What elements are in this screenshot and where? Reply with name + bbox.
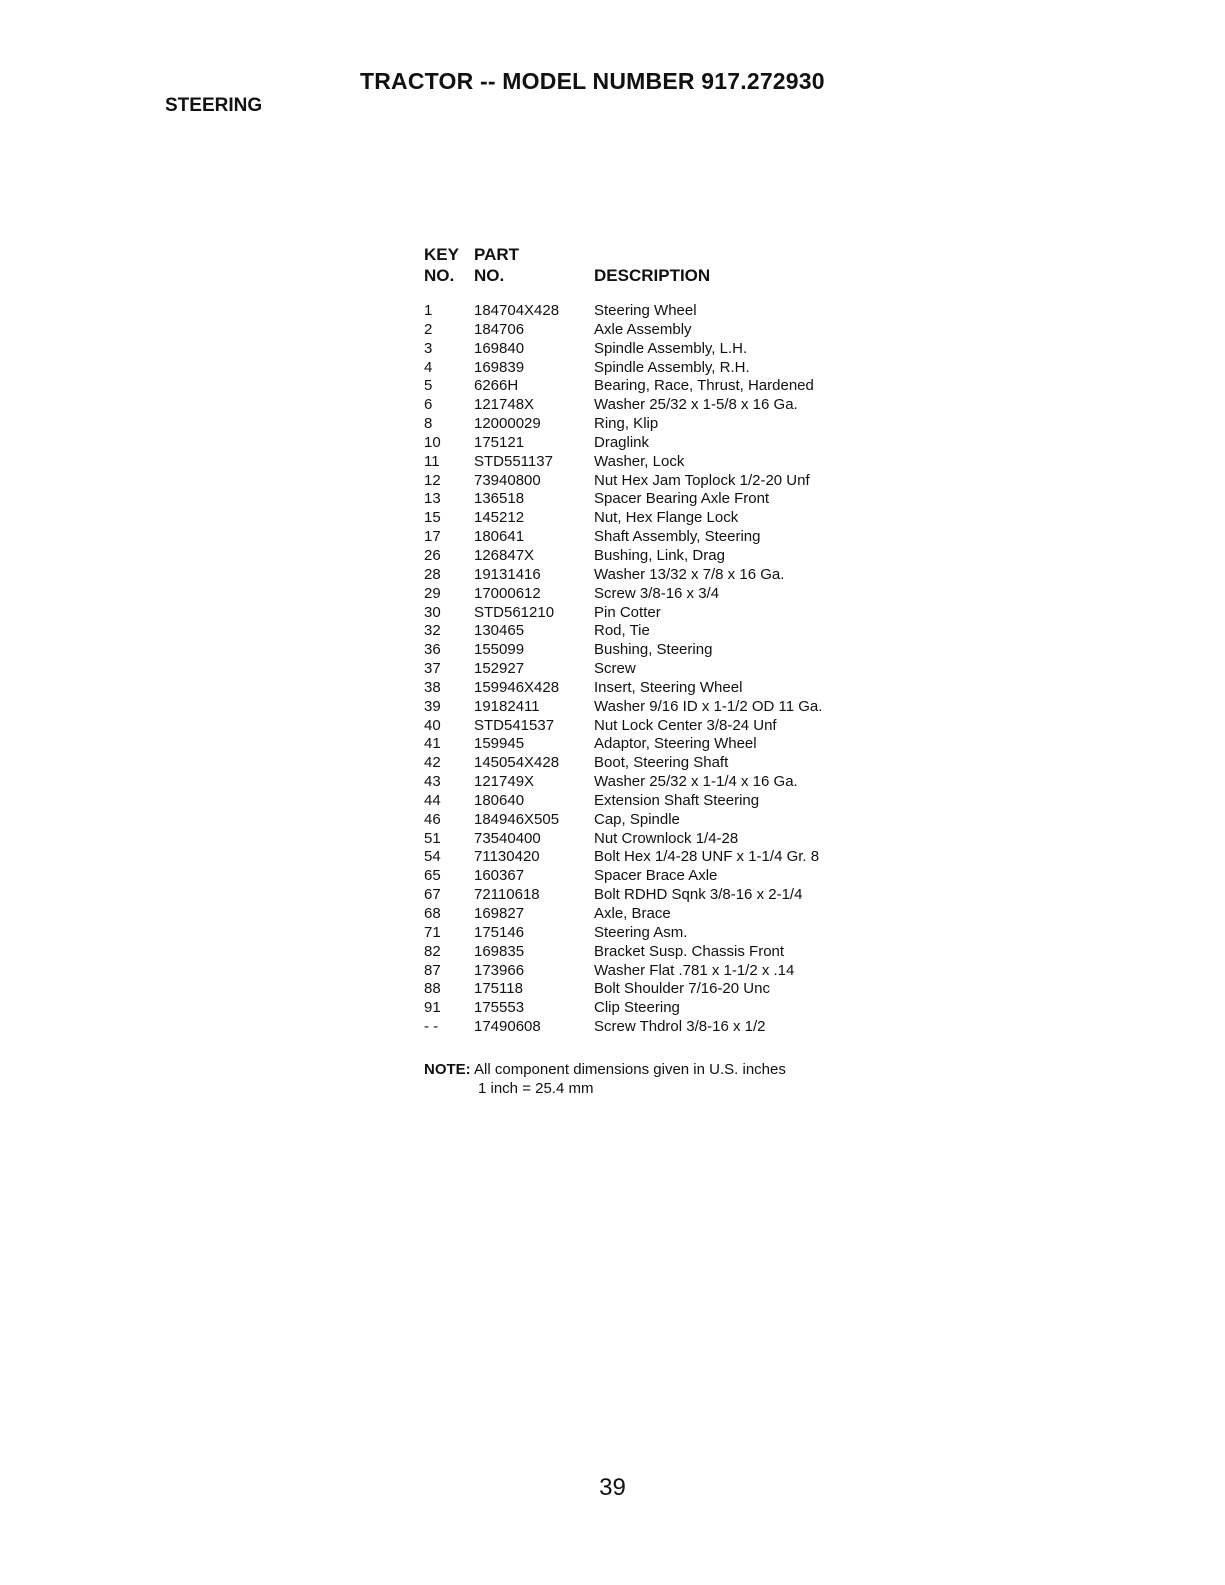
parts-row [424,509,884,528]
part-description: Screw [594,660,636,678]
part-number: 121749X [474,773,535,791]
key-number: 43 [424,773,441,791]
part-description: Steering Asm. [594,923,688,941]
parts-row [424,528,884,547]
note-label: NOTE: [424,1061,471,1078]
part-number: 155099 [474,641,525,659]
header-key-line1: KEY [424,245,459,264]
part-number: 175121 [474,433,525,451]
parts-row [424,867,884,886]
part-number: 145054X428 [474,754,560,772]
part-number: 136518 [474,490,525,508]
parts-row [424,717,884,736]
part-description: Washer 9/16 ID x 1-1/2 OD 11 Ga. [594,697,823,715]
part-description: Washer, Lock [594,452,685,470]
header-part-line1: PART [474,245,520,264]
key-number: 38 [424,678,441,696]
part-number: 12000029 [474,415,541,433]
part-description: Spacer Bearing Axle Front [594,490,770,508]
key-number: 91 [424,999,441,1017]
part-number: 145212 [474,509,525,527]
parts-row [424,980,884,999]
part-description: Bearing, Race, Thrust, Hardened [594,377,814,395]
part-number: 73540400 [474,829,541,847]
parts-row [424,434,884,453]
part-number: 173966 [474,961,525,979]
part-description: Axle, Brace [594,905,671,922]
parts-row [424,943,884,962]
part-description: Ring, Klip [594,415,659,433]
parts-row [424,547,884,566]
key-number: 54 [424,848,441,866]
section-title: STEERING [165,95,263,116]
parts-row [424,735,884,754]
part-description: Bracket Susp. Chassis Front [594,942,785,960]
part-description: Spacer Brace Axle [594,867,718,885]
part-number: 169827 [474,905,525,922]
part-number: 175553 [474,999,525,1017]
part-description: Washer 25/32 x 1-1/4 x 16 Ga. [594,773,798,791]
parts-row [424,679,884,698]
parts-row [424,905,884,924]
key-number: 67 [424,886,441,904]
part-description: Draglink [594,433,650,451]
parts-row [424,340,884,359]
part-number: 169840 [474,339,525,357]
parts-row [424,773,884,792]
part-number: 130465 [474,622,525,640]
part-description: Nut Crownlock 1/4-28 [594,829,739,847]
part-number: 6266H [474,377,519,395]
key-number: 2 [424,320,433,338]
part-description: Screw Thdrol 3/8-16 x 1/2 [594,1018,766,1036]
parts-row [424,585,884,604]
part-number: STD541537 [474,716,555,734]
part-description: Insert, Steering Wheel [594,678,743,696]
key-number: 15 [424,509,441,527]
parts-row [424,490,884,509]
part-description: Nut Hex Jam Toplock 1/2-20 Unf [594,471,810,489]
part-description: Pin Cotter [594,603,661,621]
parts-row [424,566,884,585]
part-number: 121748X [474,396,535,414]
parts-row [424,848,884,867]
part-number: 184706 [474,320,525,338]
key-number: 12 [424,471,441,489]
page-number: 39 [599,1474,626,1501]
key-number: 1 [424,302,433,319]
parts-row [424,811,884,830]
note-text: All component dimensions given in U.S. inches [474,1061,786,1078]
part-number: 159945 [474,735,525,753]
part-description: Axle Assembly [594,320,692,338]
part-number: 17490608 [474,1018,541,1036]
parts-row [424,472,884,491]
part-description: Cap, Spindle [594,810,680,828]
part-description: Nut Lock Center 3/8-24 Unf [594,716,777,734]
key-number: 28 [424,565,441,583]
part-description: Rod, Tie [594,622,650,640]
key-number: 82 [424,942,441,960]
key-number: 6 [424,396,433,414]
key-number: 26 [424,546,441,564]
part-description: Screw 3/8-16 x 3/4 [594,584,720,602]
part-description: Bushing, Link, Drag [594,546,725,564]
header-key-line2: NO. [424,266,455,285]
part-number: 184946X505 [474,810,560,828]
header-part-line2: NO. [474,266,505,285]
note-conversion: 1 inch = 25.4 mm [478,1080,594,1097]
part-description: Spindle Assembly, L.H. [594,339,748,357]
part-number: 175146 [474,923,525,941]
key-number: 51 [424,829,441,847]
key-number: 37 [424,660,441,678]
part-number: 160367 [474,867,525,885]
part-description: Bolt Hex 1/4-28 UNF x 1-1/4 Gr. 8 [594,848,820,866]
key-number: 40 [424,716,441,734]
parts-row [424,924,884,943]
parts-row [424,830,884,849]
parts-row [424,660,884,679]
header-description: DESCRIPTION [594,266,711,285]
parts-list [424,302,884,1037]
parts-row [424,321,884,340]
part-number: 180641 [474,528,525,546]
parts-row [424,999,884,1018]
part-description: Spindle Assembly, R.H. [594,358,750,376]
key-number: 8 [424,415,433,433]
key-number: 42 [424,754,441,772]
key-number: 32 [424,622,441,640]
part-description: Washer Flat .781 x 1-1/2 x .14 [594,961,795,979]
key-number: 29 [424,584,441,602]
part-number: 169835 [474,942,525,960]
parts-row [424,698,884,717]
part-number: 180640 [474,791,525,809]
parts-row [424,962,884,981]
part-number: STD561210 [474,603,555,621]
key-number: 36 [424,641,441,659]
part-number: STD551137 [474,452,553,470]
parts-row [424,415,884,434]
part-description: Steering Wheel [594,302,697,319]
key-number: 5 [424,377,433,395]
key-number: - - [424,1018,439,1036]
part-number: 72110618 [474,886,540,904]
part-number: 71130420 [474,848,540,866]
parts-row [424,302,884,321]
part-number: 152927 [474,660,525,678]
key-number: 30 [424,603,441,621]
part-description: Extension Shaft Steering [594,791,760,809]
key-number: 65 [424,867,441,885]
part-description: Bolt Shoulder 7/16-20 Unc [594,980,770,998]
parts-row [424,792,884,811]
part-description: Shaft Assembly, Steering [594,528,761,546]
key-number: 17 [424,528,441,546]
key-number: 88 [424,980,441,998]
key-number: 10 [424,433,441,451]
key-number: 87 [424,961,441,979]
key-number: 11 [424,452,440,470]
key-number: 39 [424,697,441,715]
part-number: 19131416 [474,565,541,583]
parts-row [424,754,884,773]
part-number: 73940800 [474,471,541,489]
key-number: 4 [424,358,433,376]
part-description: Nut, Hex Flange Lock [594,509,739,527]
parts-row [424,359,884,378]
part-description: Boot, Steering Shaft [594,754,729,772]
parts-row [424,377,884,396]
part-number: 19182411 [474,697,540,715]
part-number: 184704X428 [474,302,560,319]
key-number: 13 [424,490,441,508]
part-number: 159946X428 [474,678,560,696]
part-number: 175118 [474,980,523,998]
parts-row [424,622,884,641]
key-number: 44 [424,791,441,809]
key-number: 3 [424,339,433,357]
note-line [424,1061,786,1078]
part-description: Washer 13/32 x 7/8 x 16 Ga. [594,565,785,583]
part-description: Bushing, Steering [594,641,713,659]
parts-row [424,641,884,660]
page-title: TRACTOR -- MODEL NUMBER 917.272930 [360,68,825,94]
parts-row [424,886,884,905]
part-number: 17000612 [474,584,541,602]
parts-row [424,1018,884,1037]
part-description: Washer 25/32 x 1-5/8 x 16 Ga. [594,396,798,414]
part-number: 169839 [474,358,525,376]
part-description: Adaptor, Steering Wheel [594,735,757,753]
parts-row [424,604,884,623]
part-description: Clip Steering [594,999,680,1017]
key-number: 68 [424,905,441,922]
key-number: 46 [424,810,441,828]
part-description: Bolt RDHD Sqnk 3/8-16 x 2-1/4 [594,886,803,904]
key-number: 71 [424,923,441,941]
key-number: 41 [424,735,441,753]
part-number: 126847X [474,546,535,564]
parts-row [424,453,884,472]
parts-row [424,396,884,415]
